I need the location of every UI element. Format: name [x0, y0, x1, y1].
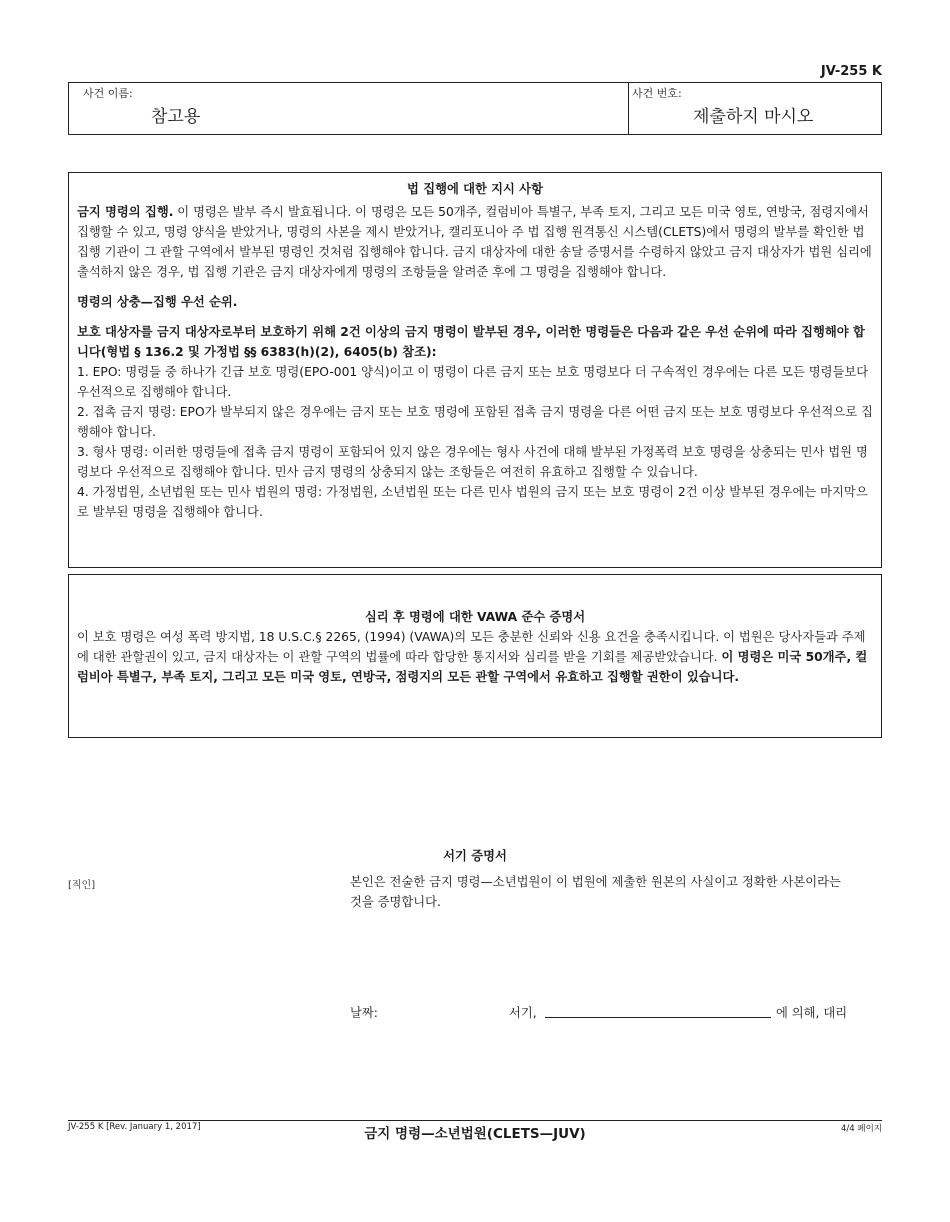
law-enforcement-title: 법 집행에 대한 지시 사항	[407, 182, 543, 196]
case-info-box	[68, 82, 882, 135]
law-enforcement-box	[68, 172, 882, 568]
case-name-cell	[69, 83, 629, 134]
seal-label: [직인]	[68, 880, 96, 891]
clerk-cert-text: 본인은 전술한 금지 명령—소년법원이 이 법원에 제출한 원본의 사실이고 정확한 사본이라는 것을 증명합니다.	[350, 875, 841, 909]
case-number-cell	[628, 83, 881, 134]
case-number-value: 제출하지 마시오	[693, 107, 814, 127]
footer-form-title: 금지 명령—소년법원(CLETS—JUV)	[364, 1126, 586, 1142]
clerk-signature-line[interactable]	[545, 1017, 771, 1018]
priority-item-epo: 1. EPO: 명령들 중 하나가 긴급 보호 명령(EPO-001 양식)이고 이 명령이 다른 금지 또는 보호 명령보다 더 구속적인 경우에는 다른 모든 명령들보다 우선적으로 집행해야 합니다.	[77, 365, 869, 399]
footer-divider	[68, 1120, 882, 1121]
case-name-label: 사건 이름:	[83, 87, 133, 100]
date-label: 날짜:	[350, 1006, 378, 1020]
deputy-label: 에 의해, 대리	[776, 1006, 848, 1020]
enforcement-text: 이 명령은 발부 즉시 발효됩니다. 이 명령은 모든 50개주, 컬럼비아 특별구, 부족 토지, 그리고 모든 미국 영토, 연방국, 점령지에서 집행할 수 있고, 명령 양식을 받았거나, 명령의 사본을 제시 받았거나, 캘리포니아 주 법 집행 원격통신 시스템(CLETS)에서 명령의 발부를 확인한 법 집행 기관이 그 관할 구역에서 발부된 명령인 것처럼 집행해야 합니다. 금지 대상자에 대한 송달 증명서를 수령하지 않았고 금지 대상자가 법원 심리에 출석하지 않은 경우, 법 집행 기관은 금지 대상자에게 명령의 조항들을 알려준 후에 그 명령을 집행해야 합니다.	[77, 205, 872, 279]
clerk-by-label: 서기,	[509, 1006, 537, 1020]
case-number-label: 사건 번호:	[632, 87, 682, 100]
vawa-paragraph	[77, 627, 873, 687]
form-id: JV-255 K	[820, 64, 882, 79]
priority-item-criminal: 3. 형사 명령: 이러한 명령들에 접촉 금지 명령이 포함되어 있지 않은 경우에는 형사 사건에 대해 발부된 가정폭력 보호 명령을 상충되는 민사 법원 명령보다 우선적으로 집행해야 합니다. 민사 금지 명령의 상충되지 않는 조항들은 여전히 유효하고 집행할 수 있습니다.	[77, 445, 868, 479]
vawa-box	[68, 574, 882, 738]
footer-revision: JV-255 K [Rev. January 1, 2017]	[68, 1122, 201, 1132]
vawa-title: 심리 후 명령에 대한 VAWA 준수 증명서	[364, 610, 586, 624]
vawa-bold-text: 이 명령은 미국 50개주, 컬럼비아 특별구, 부족 토지, 그리고 모든 미국 영토, 연방국, 점령지의 모든 관할 구역에서 유효하고 집행할 권한이 있습니다.	[77, 650, 868, 684]
enforcement-heading: 금지 명령의 집행.	[77, 205, 174, 219]
conflict-intro: 보호 대상자를 금지 대상자로부터 보호하기 위해 2건 이상의 금지 명령이 발부된 경우, 이러한 명령들은 다음과 같은 우선 순위에 따라 집행해야 합니다(형법 § 136.2 및 가정법 §§ 6383(h)(2), 6405(b) 참조):	[77, 325, 865, 359]
vawa-text: 이 보호 명령은 여성 폭력 방지법, 18 U.S.C.§ 2265, (1994) (VAWA)의 모든 충분한 신뢰와 신용 요건을 충족시킵니다. 이 법원은 당사자들과 주제에 대한 관할권이 있고, 금지 대상자는 이 관할 구역의 법률에 따라 합당한 통지서와 심리를 받을 기회를 제공받았습니다.	[77, 630, 866, 664]
enforcement-paragraph	[77, 202, 873, 282]
priority-item-civil: 4. 가정법원, 소년법원 또는 민사 법원의 명령: 가정법원, 소년법원 또는 다른 민사 법원의 금지 또는 보호 명령이 2건 이상 발부된 경우에는 마지막으로 발부된 명령을 집행해야 합니다.	[77, 485, 868, 519]
conflict-heading: 명령의 상충—집행 우선 순위.	[77, 295, 238, 309]
priority-item-no-contact: 2. 접촉 금지 명령: EPO가 발부되지 않은 경우에는 금지 또는 보호 명령에 포함된 접촉 금지 명령을 다른 어떤 금지 또는 보호 명령보다 우선적으로 집행해야 합니다.	[77, 405, 873, 439]
clerk-cert-title: 서기 증명서	[443, 849, 507, 863]
footer-page-number: 4/4 페이지	[840, 1124, 882, 1134]
case-name-value: 참고용	[151, 107, 201, 127]
